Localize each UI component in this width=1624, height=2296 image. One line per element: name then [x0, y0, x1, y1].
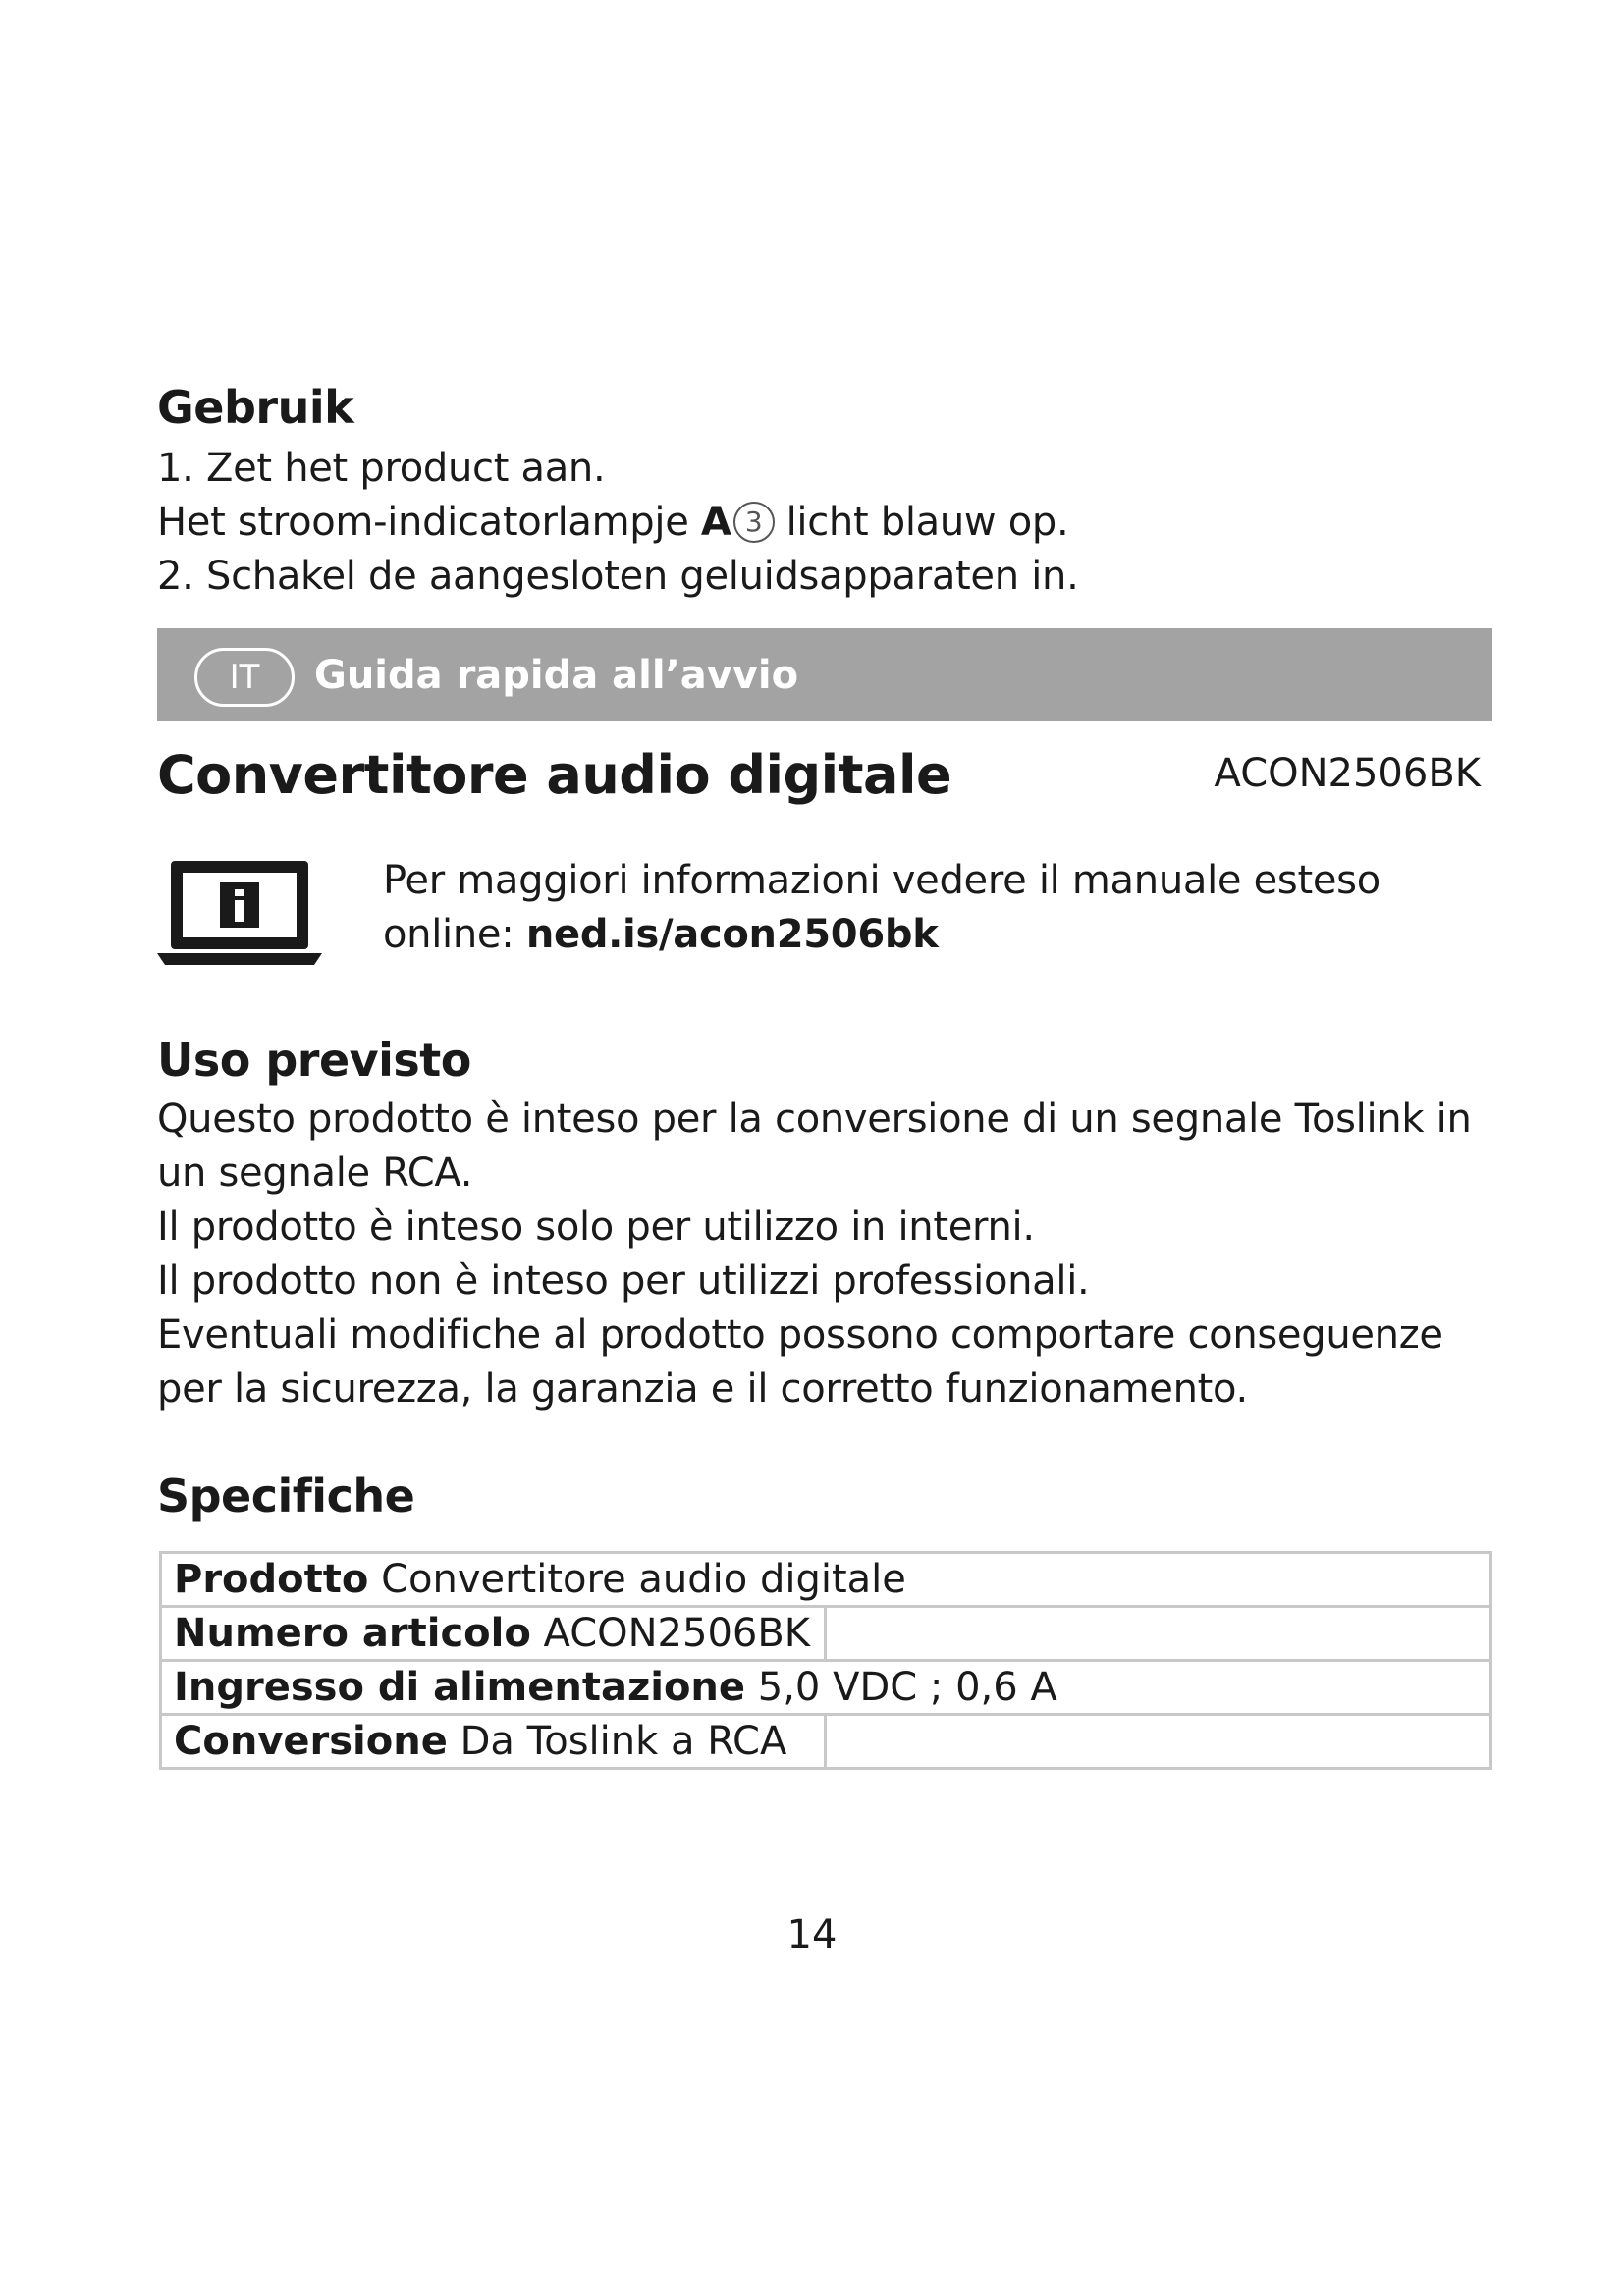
language-badge: IT [194, 648, 295, 707]
spec-label: Conversione [174, 1719, 448, 1764]
uso-line: Eventuali modifiche al prodotto possono comportare conseguenze [157, 1312, 1443, 1358]
uso-line: Il prodotto non è inteso per utilizzi professionali. [157, 1258, 1090, 1304]
spec-value: ACON2506BK [543, 1611, 811, 1656]
spec-label: Ingresso di alimentazione [174, 1665, 746, 1710]
indicator-label: A [700, 500, 731, 545]
uso-line: Il prodotto è inteso solo per utilizzo in interni. [157, 1204, 1035, 1250]
gebruik-step-1: 1. Zet het product aan. [157, 446, 606, 491]
uso-line: Questo prodotto è inteso per la conversione di un segnale Toslink in [157, 1096, 1472, 1142]
uso-line: per la sicurezza, la garanzia e il corretto funzionamento. [157, 1366, 1248, 1412]
table-row [161, 1661, 1491, 1715]
product-title: Convertitore audio digitale [157, 744, 952, 806]
table-row [161, 1715, 1491, 1769]
uso-previsto-body [157, 1093, 1512, 1416]
spec-value: Da Toslink a RCA [460, 1719, 787, 1764]
spec-table [159, 1551, 1492, 1770]
spec-cell-empty [825, 1607, 1490, 1661]
info-text-line-2 [383, 908, 939, 962]
table-row [161, 1607, 1491, 1661]
specifiche-heading: Specifiche [157, 1469, 415, 1522]
gebruik-indicator-line [157, 496, 1068, 550]
info-online-prefix: online: [383, 912, 526, 957]
spec-value: Convertitore audio digitale [381, 1557, 906, 1602]
gebruik-step-2: 2. Schakel de aangesloten geluidsapparaten in. [157, 554, 1079, 599]
language-banner [157, 628, 1492, 721]
page-number: 14 [786, 1912, 838, 1957]
gebruik-heading: Gebruik [157, 381, 354, 434]
indicator-text-before: Het stroom-indicatorlampje [157, 500, 701, 545]
info-text-line-1: Per maggiori informazioni vedere il manuale esteso [383, 858, 1380, 903]
banner-title: Guida rapida all’avvio [314, 653, 799, 698]
callout-number-icon: 3 [733, 502, 775, 543]
spec-cell [161, 1661, 1491, 1715]
spec-cell [161, 1607, 826, 1661]
uso-previsto-heading: Uso previsto [157, 1034, 471, 1087]
spec-label: Prodotto [174, 1557, 369, 1602]
uso-line: un segnale RCA. [157, 1150, 473, 1196]
spec-label: Numero articolo [174, 1611, 531, 1656]
table-row [161, 1553, 1491, 1607]
indicator-text-after: licht blauw op. [785, 500, 1069, 545]
laptop-info-icon [157, 857, 322, 967]
model-code: ACON2506BK [1214, 751, 1481, 796]
manual-link[interactable]: ned.is/acon2506bk [525, 912, 939, 957]
spec-cell [161, 1553, 1491, 1607]
spec-cell [161, 1715, 826, 1769]
spec-cell-empty [825, 1715, 1490, 1769]
spec-value: 5,0 VDC ; 0,6 A [757, 1665, 1057, 1710]
